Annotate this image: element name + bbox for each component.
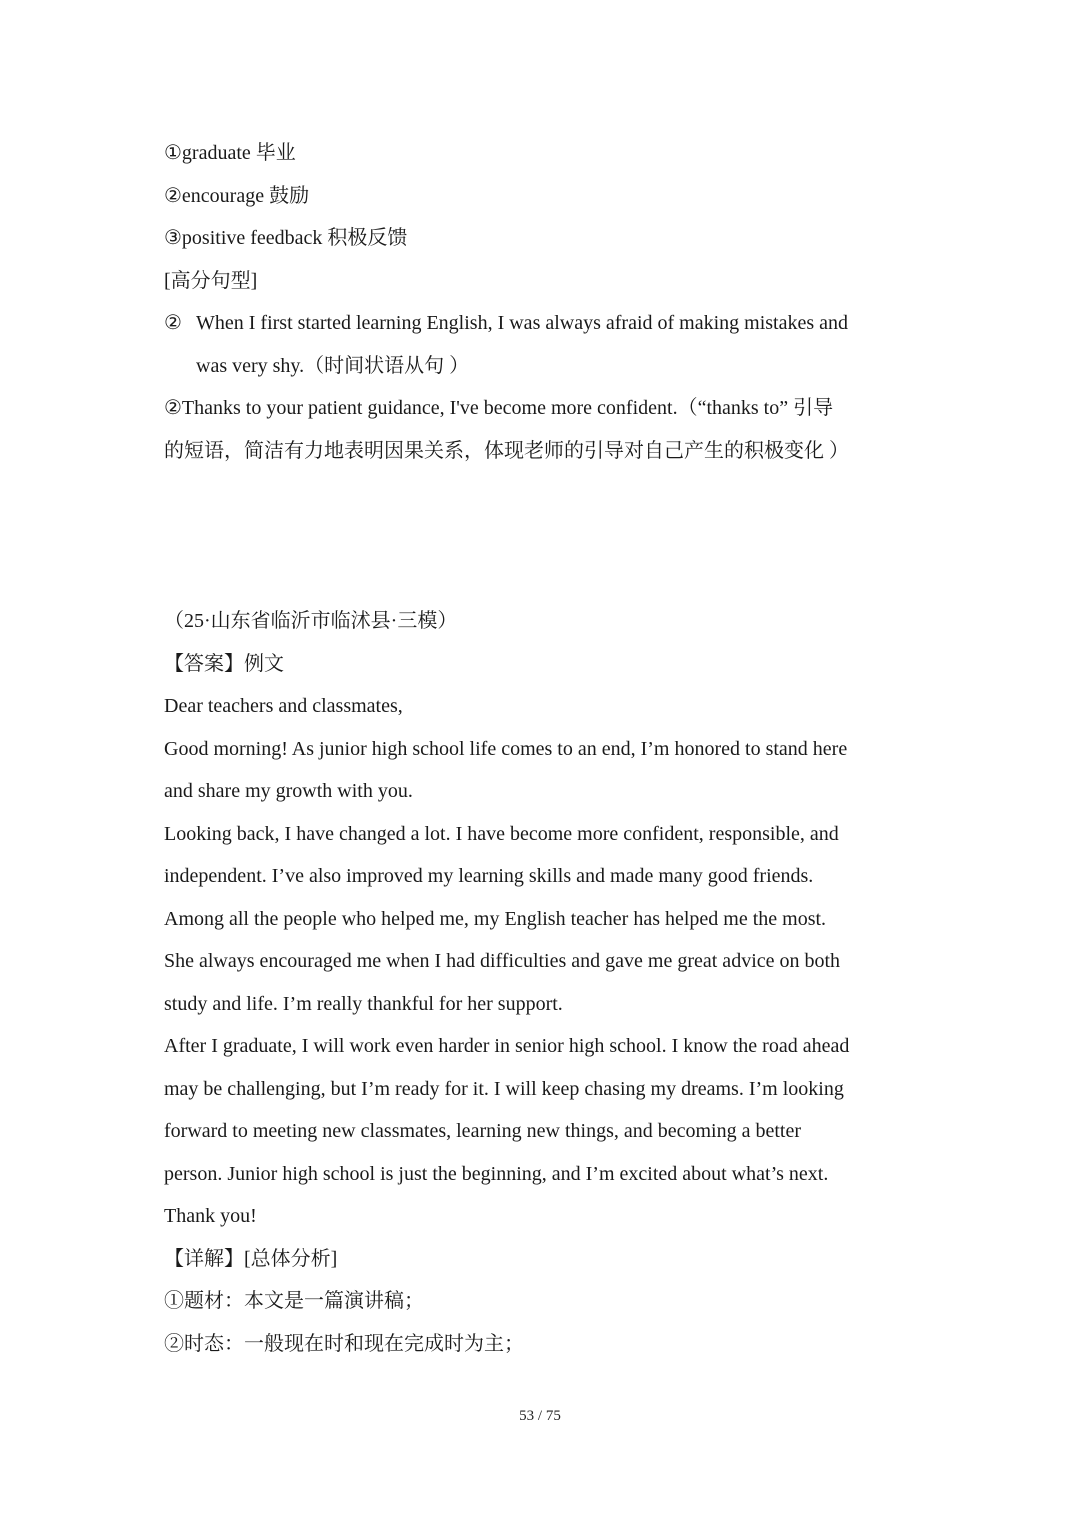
- sentence-pattern-2-line-2: 的短语，简洁有力地表明因果关系，体现老师的引导对自己产生的积极变化 ）: [164, 439, 849, 462]
- essay-line: Thank you!: [164, 1205, 257, 1227]
- essay-line: After I graduate, I will work even harder in senior high school. I know the road ahead: [164, 1035, 850, 1057]
- essay-line: study and life. I’m really thankful for her support.: [164, 992, 563, 1015]
- sentence-pattern-2-line-1: ②Thanks to your patient guidance, I've become more confident.（“thanks to” 引导: [164, 397, 834, 419]
- essay-line: independent. I’ve also improved my learning skills and made many good friends.: [164, 865, 814, 887]
- question-source: （25·山东省临沂市临沭县·三模）: [164, 610, 458, 632]
- vocab-item-encourage: ②encourage 鼓励: [164, 184, 310, 207]
- sentence-pattern-1-line-1: When I first started learning English, I was always afraid of making mistakes and: [196, 312, 849, 334]
- sentence-pattern-1: [164, 302, 920, 387]
- essay-line: Looking back, I have changed a lot. I have become more confident, responsible, and: [164, 822, 839, 845]
- essay-line: forward to meeting new classmates, learning new things, and becoming a better: [164, 1120, 802, 1142]
- sentence-pattern-heading: [高分句型]: [164, 269, 258, 292]
- section-gap: [164, 472, 920, 600]
- essay-line: Good morning! As junior high school life comes to an end, I’m honored to stand here: [164, 737, 848, 760]
- essay-line: She always encouraged me when I had difficulties and gave me great advice on both: [164, 950, 841, 972]
- essay-line: may be challenging, but I’m ready for it. I will keep chasing my dreams. I’m looking: [164, 1077, 844, 1100]
- essay-line: Dear teachers and classmates,: [164, 695, 403, 717]
- model-essay: [164, 685, 920, 1238]
- analysis-item-tense: ②时态：一般现在时和现在完成时为主；: [164, 1332, 524, 1355]
- page-number: 53 / 75: [519, 1408, 561, 1424]
- vocab-item-graduate: ①graduate 毕业: [164, 142, 296, 164]
- sentence-pattern-1-body: [196, 302, 920, 387]
- detail-heading: 【详解】[总体分析]: [164, 1247, 338, 1270]
- essay-line: Among all the people who helped me, my English teacher has helped me the most.: [164, 907, 827, 930]
- essay-line: and share my growth with you.: [164, 780, 413, 802]
- answer-label: 【答案】例文: [164, 652, 284, 675]
- page-content: [164, 132, 920, 1365]
- analysis-item-theme: ①题材：本文是一篇演讲稿；: [164, 1290, 424, 1312]
- vocab-item-positive-feedback: ③positive feedback 积极反馈: [164, 227, 408, 249]
- sentence-pattern-1-marker: ②: [164, 312, 182, 334]
- essay-line: person. Junior high school is just the beginning, and I’m excited about what’s next.: [164, 1162, 829, 1185]
- sentence-pattern-1-line-2: was very shy.（时间状语从句 ）: [196, 354, 470, 377]
